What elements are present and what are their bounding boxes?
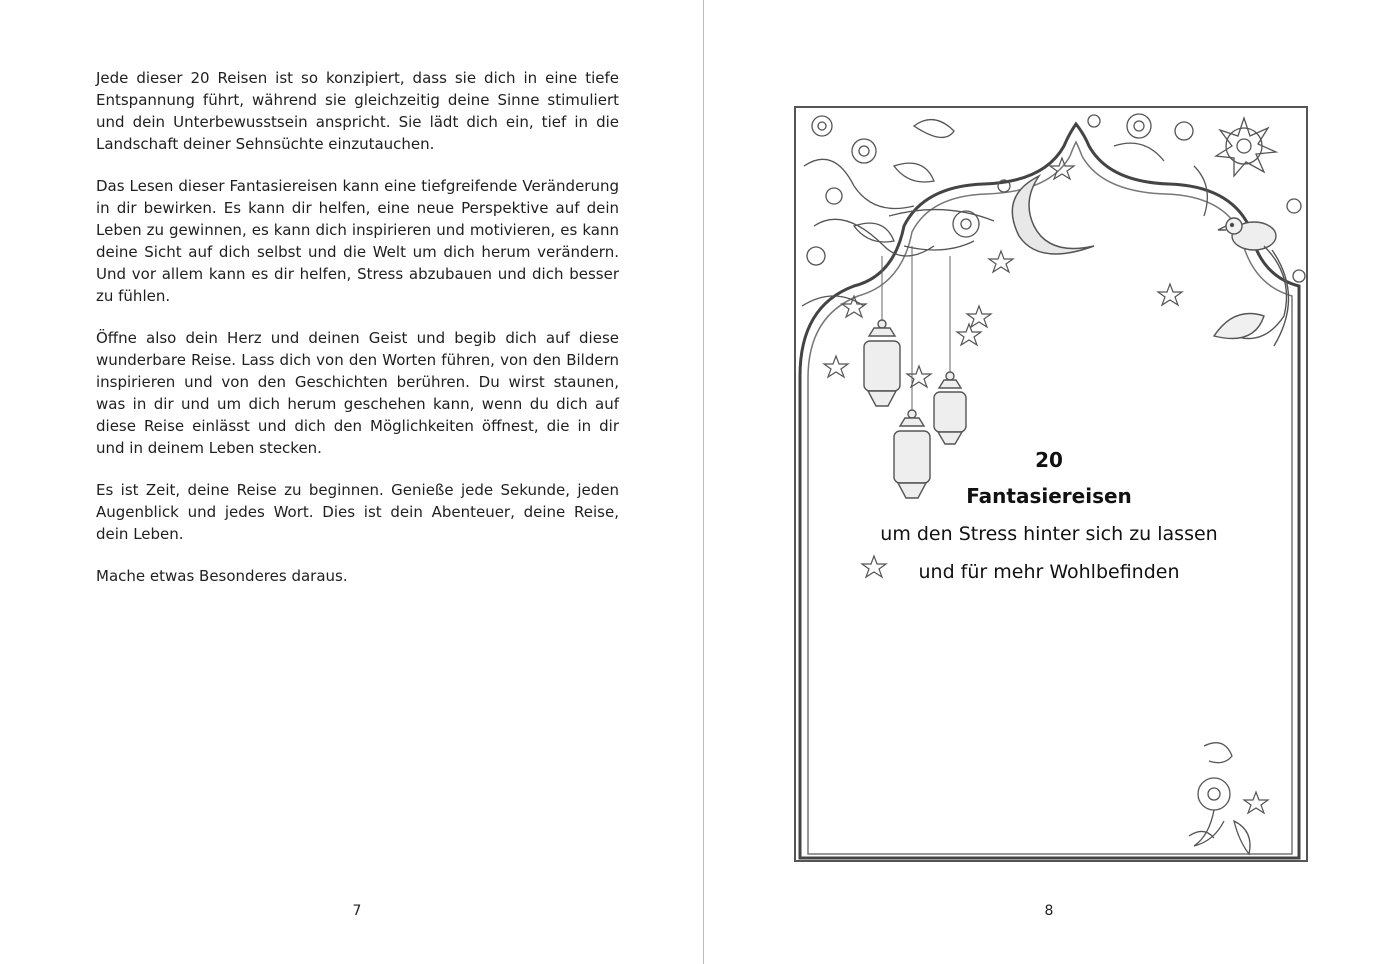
flower-icon (802, 116, 954, 306)
bird-icon (1214, 218, 1289, 346)
flower-icon (1189, 743, 1250, 854)
page-number: 8 (1044, 903, 1054, 919)
title-block (804, 443, 1294, 591)
paragraph: Jede dieser 20 Reisen ist so konzipiert, dass sie dich in eine tiefe Entspannung führt, während sie gleichzeitig deine Sinne stimuliert und dein Unterbewusstsein anspricht. Sie lädt dich ein, tief in die Landschaft deiner Sehnsüchte einzutauchen. (96, 69, 619, 153)
page-number: 7 (352, 903, 362, 919)
title-number: 20 (1035, 448, 1063, 472)
paragraph: Es ist Zeit, deine Reise zu beginnen. Genieße jede Sekunde, jeden Augenblick und jedes Wort. Dies ist dein Abenteuer, deine Reise, dein Leben. (96, 481, 619, 543)
hanging-lantern-icon (934, 372, 966, 444)
paragraph: Das Lesen dieser Fantasiereisen kann eine tiefgreifende Veränderung in dir bewirken. Es kann dir helfen, eine neue Perspektive auf dein Leben zu gewinnen, es kann dich inspirieren und motivieren, es kann deine Sicht auf dich selbst und die Welt um dich herum verändern. Und vor allem kann es dir helfen, Stress abzubauen und dich besser zu fühlen. (96, 177, 619, 305)
body-text (96, 67, 619, 607)
hanging-lantern-icon (864, 320, 900, 406)
page-title: Fantasiereisen (966, 484, 1132, 508)
paragraph: Mache etwas Besonderes daraus. (96, 567, 348, 585)
crescent-moon-icon (1012, 176, 1094, 254)
paragraph: Öffne also dein Herz und deinen Geist und begib dich auf diese wunderbare Reise. Lass dich von den Worten führen, von den Bildern inspirieren und von den Geschichten berühren. Du wirst staunen, was in dir und um dich herum geschehen kann, wenn du dich auf diese Reise einlässt und dich den Möglichkeiten öffnest, die in dir und in deinem Leben stecken. (96, 329, 619, 457)
subtitle-line-2: und für mehr Wohlbefinden (918, 561, 1180, 583)
subtitle-line-1: um den Stress hinter sich zu lassen (880, 523, 1218, 545)
right-page (704, 0, 1400, 964)
